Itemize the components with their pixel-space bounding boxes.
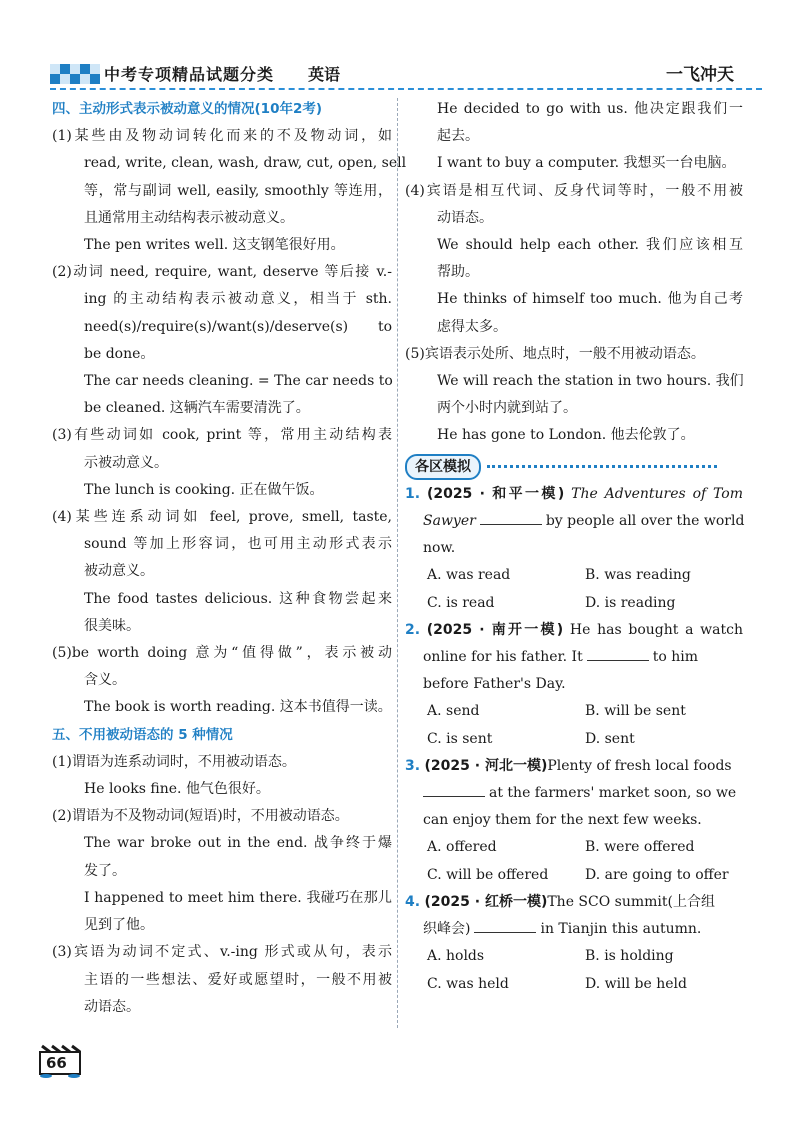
question-source: (2025 · 和平一模) <box>426 485 565 502</box>
example-line: The lunch is cooking. 正在做午饭。 <box>84 481 324 498</box>
question-source: (2025 · 河北一模) <box>424 757 548 774</box>
question-1-line2 <box>405 508 743 535</box>
text-line: (1)某些由及物动词转化而来的不及物动词，如 <box>52 128 392 145</box>
section-4-title: 四、主动形式表示被动意义的情况(10年2考) <box>52 101 323 117</box>
question-text: before Father's Day. <box>423 676 566 693</box>
text-line: (3)宾语为动词不定式、v.-ing 形式或从句，表示 <box>52 944 392 961</box>
example-line: 两个小时内就到站了。 <box>437 400 577 417</box>
option-d[interactable]: D. are going to offer <box>585 866 729 883</box>
question-1 <box>405 481 743 508</box>
example-line: be cleaned. 这辆汽车需要清洗了。 <box>84 400 310 417</box>
answer-blank[interactable] <box>474 918 536 933</box>
right-column <box>405 96 743 998</box>
option-a[interactable]: A. was read <box>427 567 511 584</box>
example-line: The war broke out in the end. 战争终于爆 <box>84 835 392 852</box>
question-2 <box>405 617 743 644</box>
question-source: (2025 · 南开一模) <box>426 621 564 638</box>
text-line: need(s)/require(s)/want(s)/deserve(s) to <box>84 318 392 335</box>
page-header <box>0 0 800 100</box>
options-row <box>405 590 743 617</box>
option-a[interactable]: A. send <box>427 703 480 720</box>
question-text: now. <box>423 540 456 557</box>
example-line: The book is worth reading. 这本书值得一读。 <box>84 699 392 716</box>
header-rule <box>50 88 762 90</box>
question-text: by people all over the world <box>545 513 745 530</box>
question-4 <box>405 889 743 916</box>
question-source: (2025 · 红桥一模) <box>424 893 548 910</box>
example-line: The pen writes well. 这支钢笔很好用。 <box>84 237 345 254</box>
question-text: to him <box>652 649 698 666</box>
book-title-text: Sawyer <box>423 513 476 530</box>
dotted-rule <box>487 465 717 468</box>
options-row <box>405 943 743 970</box>
question-number: 4. <box>405 893 421 910</box>
example-line: The food tastes delicious. 这种食物尝起来 <box>84 590 392 607</box>
checkered-flag-icon <box>50 60 104 90</box>
text-line: 被动意义。 <box>84 563 154 580</box>
example-line: I happened to meet him there. 我碰巧在那儿 <box>84 889 392 906</box>
option-c[interactable]: C. is sent <box>427 730 493 747</box>
question-text: can enjoy them for the next few weeks. <box>423 812 702 829</box>
book-title-text: The Adventures of Tom <box>571 485 744 502</box>
example-line: 见到了他。 <box>84 917 154 934</box>
option-d[interactable]: D. is reading <box>585 594 676 611</box>
brand-logo: 一飞冲天 <box>666 65 734 85</box>
answer-blank[interactable] <box>480 510 542 525</box>
text-line: 示被动意义。 <box>84 454 168 471</box>
question-3 <box>405 753 743 780</box>
example-line: 发了。 <box>84 862 126 879</box>
page-number: 66 <box>46 1054 67 1072</box>
text-line: (2)谓语为不及物动词(短语)时，不用被动语态。 <box>52 808 349 825</box>
section-5-title: 五、不用被动语态的 5 种情况 <box>52 726 233 743</box>
option-b[interactable]: B. is holding <box>585 948 674 965</box>
example-line: He thinks of himself too much. 他为自己考 <box>437 291 743 308</box>
question-2-line2 <box>405 644 743 671</box>
example-line: We should help each other. 我们应该相互 <box>437 237 743 254</box>
question-number: 2. <box>405 621 421 638</box>
question-text: at the farmers' market soon, so we <box>489 785 737 802</box>
question-text: Plenty of fresh local foods <box>547 757 732 774</box>
text-line: (2)动词 need, require, want, deserve 等后接 v.- <box>52 264 392 281</box>
options-row <box>405 726 743 753</box>
option-c[interactable]: C. will be offered <box>427 866 549 883</box>
option-d[interactable]: D. sent <box>585 730 635 747</box>
book-title: 中考专项精品试题分类 <box>104 65 275 84</box>
column-divider <box>397 98 398 1028</box>
options-row <box>405 834 743 861</box>
question-text: The SCO summit(上合组 <box>547 893 715 910</box>
example-line: 虑得太多。 <box>437 318 507 335</box>
text-line: 含义。 <box>84 672 126 689</box>
example-line: 很美味。 <box>84 617 140 634</box>
option-b[interactable]: B. were offered <box>585 839 695 856</box>
text-line: (3)有些动词如 cook, print 等，常用主动结构表 <box>52 427 392 444</box>
option-c[interactable]: C. was held <box>427 975 509 992</box>
text-line: 等，常与副词 well, easily, smoothly 等连用， <box>84 182 392 199</box>
left-column <box>52 96 407 1021</box>
example-line: 帮助。 <box>437 264 479 281</box>
subject-label: 英语 <box>308 65 341 84</box>
text-line: sound 等加上形容词，也可用主动形式表示 <box>84 536 392 553</box>
question-4-line2 <box>405 916 743 943</box>
example-line: I want to buy a computer. 我想买一台电脑。 <box>437 155 736 172</box>
question-3-line2 <box>405 780 743 807</box>
example-line: He looks fine. 他气色很好。 <box>84 781 270 798</box>
practice-header <box>405 454 743 481</box>
text-line: ing 的主动结构表示被动意义，相当于 sth. <box>84 291 392 308</box>
text-line: (5)be worth doing 意为“值得做”，表示被动 <box>52 645 392 662</box>
options-row <box>405 862 743 889</box>
options-row <box>405 698 743 725</box>
text-line: (1)谓语为连系动词时，不用被动语态。 <box>52 753 296 770</box>
option-c[interactable]: C. is read <box>427 594 495 611</box>
question-number: 1. <box>405 485 421 502</box>
text-line: 动语态。 <box>84 998 140 1015</box>
example-line: The car needs cleaning. = The car needs to <box>84 373 393 390</box>
option-b[interactable]: B. was reading <box>585 567 691 584</box>
practice-badge: 各区模拟 <box>405 454 481 480</box>
option-d[interactable]: D. will be held <box>585 975 687 992</box>
text-line: 且通常用主动结构表示被动意义。 <box>84 209 294 226</box>
text-line: 主语的一些想法、爱好或愿望时，一般不用被 <box>84 971 392 988</box>
options-row <box>405 562 743 589</box>
example-line: 起去。 <box>437 128 479 145</box>
text-line: 动语态。 <box>437 209 493 226</box>
answer-blank[interactable] <box>587 646 649 661</box>
text-line: (4)宾语是相互代词、反身代词等时，一般不用被 <box>405 182 743 199</box>
text-line: be done。 <box>84 345 155 362</box>
options-row <box>405 971 743 998</box>
text-line: (4)某些连系动词如 feel, prove, smell, taste, <box>52 509 392 526</box>
question-text: in Tianjin this autumn. <box>540 921 702 938</box>
example-line: We will reach the station in two hours. 我们 <box>437 373 744 390</box>
text-line: read, write, clean, wash, draw, cut, open, sell <box>84 155 407 172</box>
question-text: He has bought a watch <box>569 621 743 638</box>
text-line: (5)宾语表示处所、地点时，一般不用被动语态。 <box>405 345 705 362</box>
example-line: He has gone to London. 他去伦敦了。 <box>437 427 695 444</box>
question-text: online for his father. It <box>423 649 583 666</box>
answer-blank[interactable] <box>423 782 485 797</box>
option-b[interactable]: B. will be sent <box>585 703 686 720</box>
question-number: 3. <box>405 757 421 774</box>
example-line: He decided to go with us. 他决定跟我们一 <box>437 101 743 117</box>
option-a[interactable]: A. holds <box>427 948 485 965</box>
option-a[interactable]: A. offered <box>427 839 497 856</box>
question-text: 织峰会) <box>423 921 471 938</box>
